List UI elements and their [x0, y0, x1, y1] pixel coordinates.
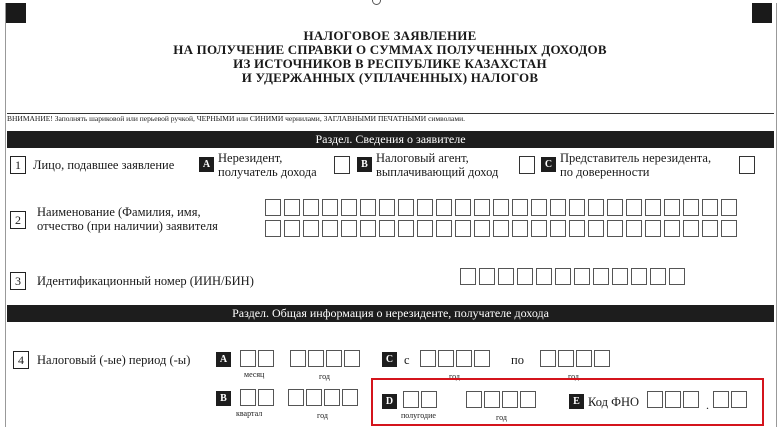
period-from-label: с	[404, 353, 410, 367]
option-c-line-1: Представитель нерезидента,	[560, 151, 712, 165]
name-input-row-1[interactable]	[265, 199, 740, 216]
option-c-tag: C	[541, 157, 556, 172]
field-4-number: 4	[13, 351, 29, 369]
quarter-caption: квартал	[236, 409, 263, 418]
month-caption: месяц	[244, 370, 265, 379]
option-b-tag: B	[357, 157, 372, 172]
form-title-line-1: НАЛОГОВОЕ ЗАЯВЛЕНИЕ	[303, 28, 477, 43]
period-a-tag: A	[216, 352, 231, 367]
period-e-tag: E	[569, 394, 584, 409]
field-2-label-line-1: Наименование (Фамилия, имя,	[37, 205, 201, 219]
option-c-checkbox[interactable]	[739, 156, 755, 174]
year-caption-a: год	[319, 372, 330, 381]
option-b-line-2: выплачивающий доход	[376, 165, 499, 179]
period-b-quarter-input[interactable]	[240, 389, 276, 406]
period-a-year-input[interactable]	[290, 350, 362, 367]
section-general-header: Раздел. Общая информация о нерезиденте, получателе дохода	[7, 305, 774, 322]
option-a-tag: A	[199, 157, 214, 172]
form-title-line-3: ИЗ ИСТОЧНИКОВ В РЕСПУБЛИКЕ КАЗАХСТАН	[233, 56, 547, 71]
period-d-year-input[interactable]	[466, 391, 538, 408]
field-2-number: 2	[10, 211, 26, 229]
period-b-year-input[interactable]	[288, 389, 360, 406]
field-3-number: 3	[10, 272, 26, 290]
fno-code-label: Код ФНО	[588, 395, 640, 409]
option-b-line-1: Налоговый агент,	[376, 151, 469, 165]
half-year-caption: полугодие	[401, 411, 436, 420]
fno-code-suffix-input[interactable]	[713, 391, 749, 408]
period-d-half-year-input[interactable]	[403, 391, 439, 408]
period-d-tag: D	[382, 394, 397, 409]
field-4-label: Налоговый (-ые) период (-ы)	[37, 353, 191, 367]
form-title-line-2: НА ПОЛУЧЕНИЕ СПРАВКИ О СУММАХ ПОЛУЧЕННЫХ ДОХОДОВ	[173, 42, 607, 57]
year-caption-c-to: год	[568, 372, 579, 381]
year-caption-d: год	[496, 413, 507, 422]
fno-code-main-input[interactable]	[647, 391, 701, 408]
option-a-line-2: получатель дохода	[218, 165, 317, 179]
option-a-line-1: Нерезидент,	[218, 151, 283, 165]
period-a-month-input[interactable]	[240, 350, 276, 367]
option-a-checkbox[interactable]	[334, 156, 350, 174]
option-b-checkbox[interactable]	[519, 156, 535, 174]
registration-mark-right	[752, 3, 772, 23]
period-b-tag: B	[216, 391, 231, 406]
fill-instructions-warning: ВНИМАНИЕ! Заполнять шариковой или перьевой ручкой, ЧЕРНЫМИ или СИНИМИ чернилами, ЗАГЛАВНЫМИ ПЕЧАТНЫМИ символами.	[7, 113, 774, 124]
name-input-row-2[interactable]	[265, 220, 740, 237]
field-2-label-line-2: отчество (при наличии) заявителя	[37, 219, 218, 233]
period-c-from-input[interactable]	[420, 350, 492, 367]
year-caption-c-from: год	[449, 372, 460, 381]
period-to-label: по	[511, 353, 524, 367]
field-3-label: Идентификационный номер (ИИН/БИН)	[37, 274, 254, 288]
section-applicant-header: Раздел. Сведения о заявителе	[7, 131, 774, 148]
period-c-tag: C	[382, 352, 397, 367]
field-1-label: Лицо, подавшее заявление	[33, 158, 175, 172]
registration-mark-left	[6, 3, 26, 23]
period-c-to-input[interactable]	[540, 350, 612, 367]
year-caption-b: год	[317, 411, 328, 420]
field-1-number: 1	[10, 156, 26, 174]
fno-code-separator: .	[706, 398, 709, 412]
iin-bin-input[interactable]	[460, 268, 688, 285]
option-c-line-2: по доверенности	[560, 165, 650, 179]
form-title-line-4: И УДЕРЖАННЫХ (УПЛАЧЕННЫХ) НАЛОГОВ	[241, 70, 539, 85]
